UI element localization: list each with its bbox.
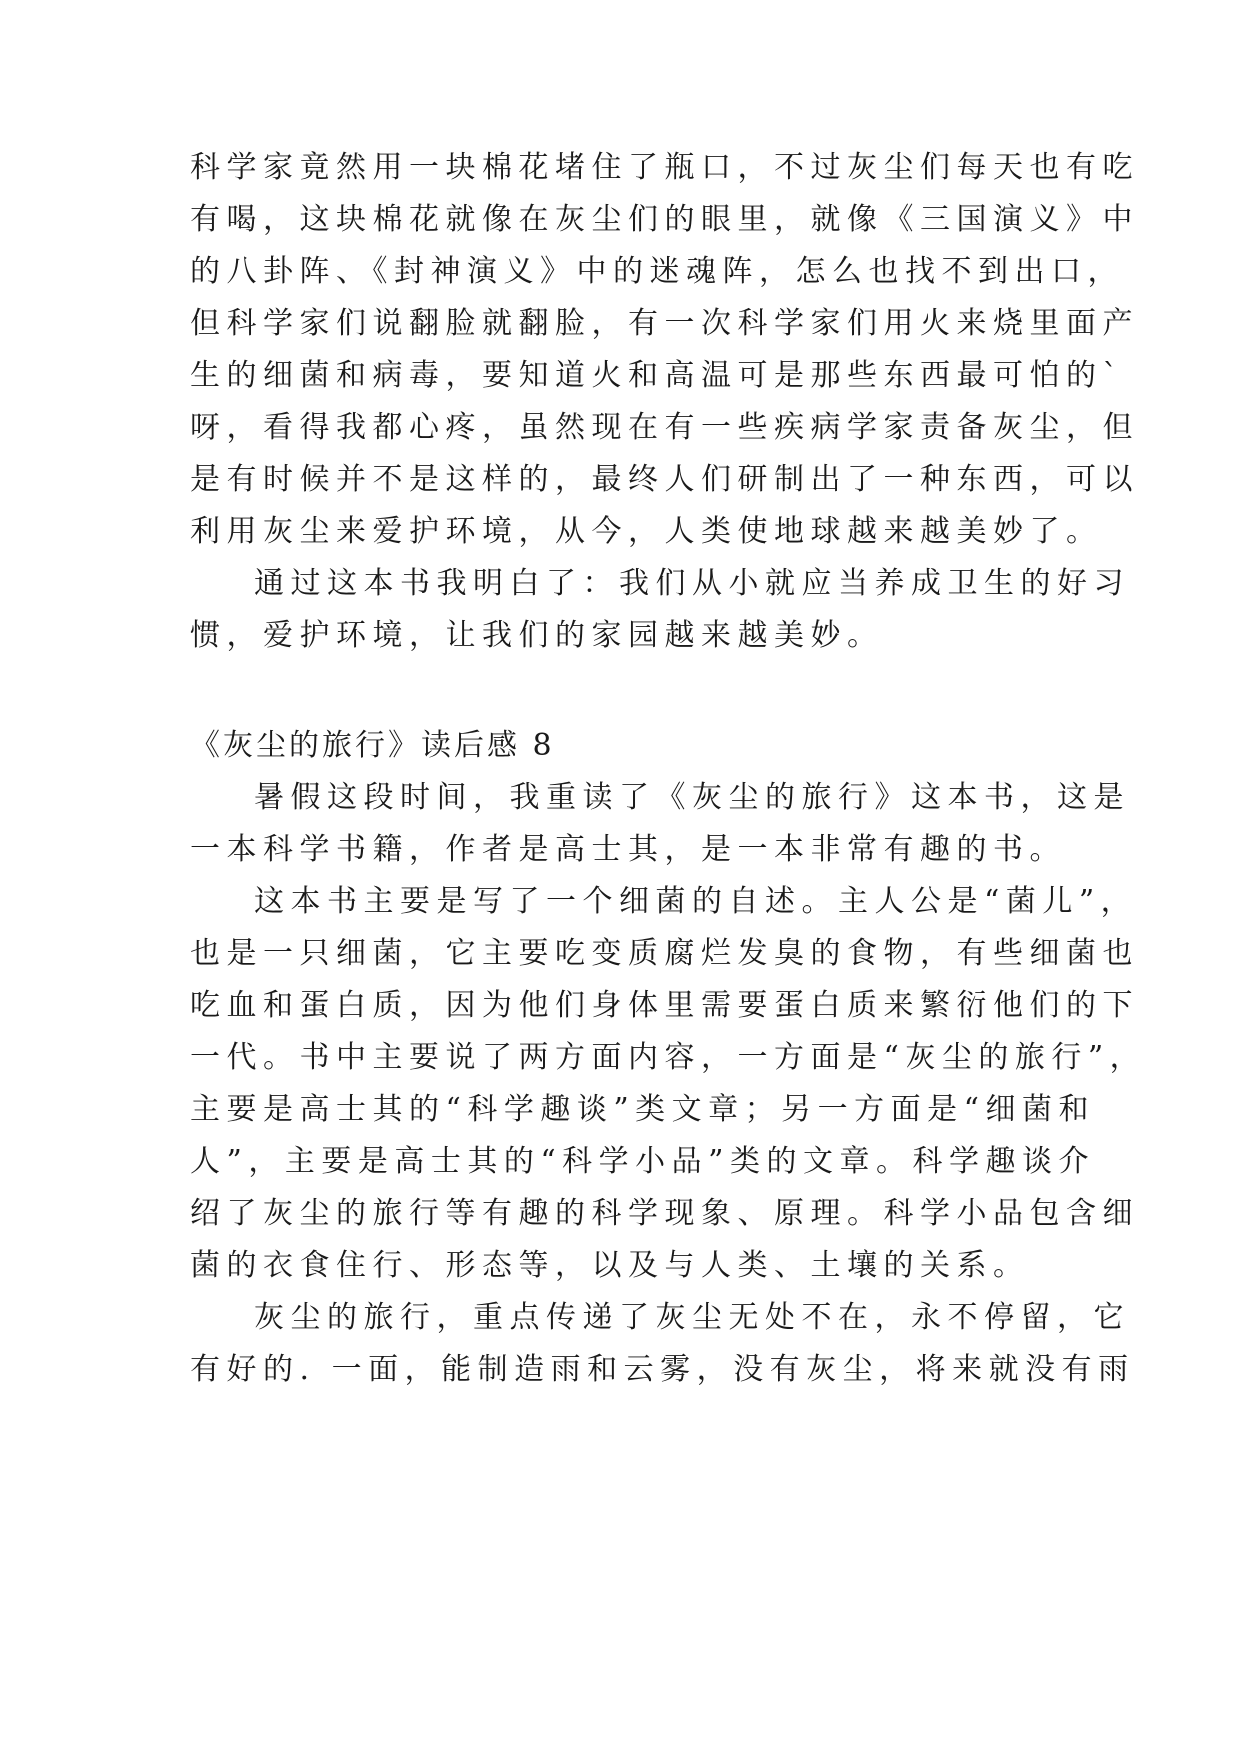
text-line: 有好的. 一面，能制造雨和云雾，没有灰尘，将来就没有雨	[190, 1352, 1135, 1387]
text-line: 暑假这段时间，我重读了《灰尘的旅行》这本书，这是	[254, 780, 1130, 815]
text-line: 惯，爱护环境，让我们的家园越来越美妙。	[190, 618, 884, 653]
text-line: 有喝，这块棉花就像在灰尘们的眼里，就像《三国演义》中	[190, 202, 1139, 237]
text-line: 的八卦阵、《封神演义》中的迷魂阵，怎么也找不到出口，	[190, 254, 1124, 289]
text-line: 利用灰尘来爱护环境，从今，人类使地球越来越美妙了。	[190, 514, 1103, 549]
text-line: 主要是高士其的“科学趣谈”类文章；另一方面是“细菌和	[190, 1092, 1096, 1127]
section-heading: 《灰尘的旅行》读后感 8	[190, 728, 555, 763]
text-line: 灰尘的旅行，重点传递了灰尘无处不在，永不停留，它	[254, 1300, 1130, 1335]
text-line: 一代。书中主要说了两方面内容，一方面是“灰尘的旅行”，	[190, 1040, 1147, 1075]
text-line: 但科学家们说翻脸就翻脸，有一次科学家们用火来烧里面产	[190, 306, 1139, 341]
text-line: 吃血和蛋白质，因为他们身体里需要蛋白质来繁衍他们的下	[190, 988, 1139, 1023]
text-line: 这本书主要是写了一个细菌的自述。主人公是“菌儿”，	[254, 884, 1138, 919]
text-line: 是有时候并不是这样的，最终人们研制出了一种东西，可以	[190, 462, 1139, 497]
text-line: 菌的衣食住行、形态等，以及与人类、土壤的关系。	[190, 1248, 1030, 1283]
text-line: 人”，主要是高士其的“科学小品”类的文章。科学趣谈介	[190, 1144, 1096, 1179]
text-line: 一本科学书籍，作者是高士其，是一本非常有趣的书。	[190, 832, 1066, 867]
text-line: 生的细菌和病毒，要知道火和高温可是那些东西最可怕的`	[190, 358, 1124, 393]
text-line: 呀，看得我都心疼，虽然现在有一些疾病学家责备灰尘，但	[190, 410, 1139, 445]
text-line: 绍了灰尘的旅行等有趣的科学现象、原理。科学小品包含细	[190, 1196, 1139, 1231]
text-line: 通过这本书我明白了：我们从小就应当养成卫生的好习	[254, 566, 1130, 601]
text-line: 也是一只细菌，它主要吃变质腐烂发臭的食物，有些细菌也	[190, 936, 1139, 971]
text-line: 科学家竟然用一块棉花堵住了瓶口，不过灰尘们每天也有吃	[190, 150, 1139, 185]
